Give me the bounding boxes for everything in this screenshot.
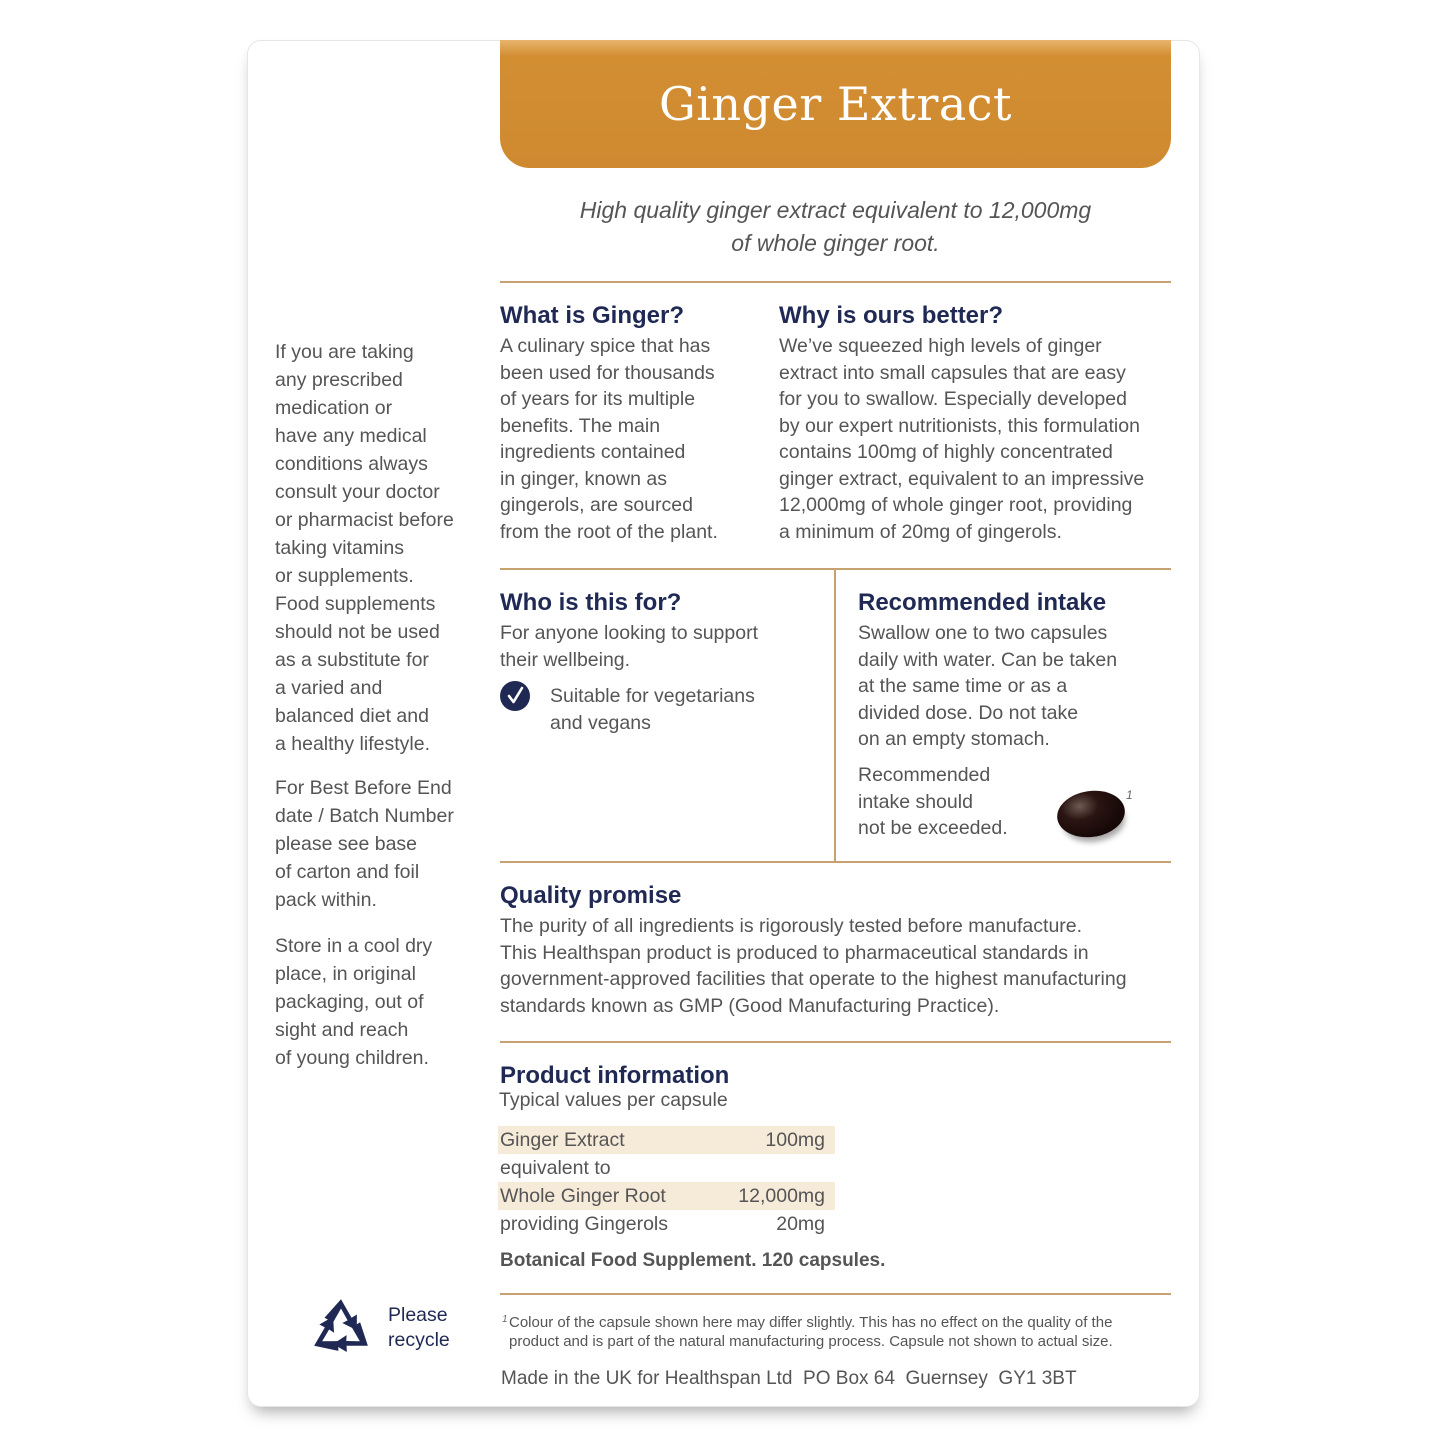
product-info-subheading: Typical values per capsule [499,1089,728,1111]
divider [500,1041,1171,1043]
capsule-footnote: Colour of the capsule shown here may differ slightly. This has no effect on the quality of the product and is part of the natural manufacturing process. Capsule not shown to actual size. [509,1314,1113,1350]
why-better-section [779,301,1189,545]
quality-promise-text: The purity of all ingredients is rigorously tested before manufacture. This Healthspan product is produced to pharmaceutical standards in government-approved facilities that operate to the highest manufacturing standards known as GMP (Good Manufacturing Practice). [500,915,1127,1017]
nutrition-row: providing Gingerols 20mg [500,1212,825,1235]
nutrition-row: equivalent to [500,1156,611,1179]
section-heading: What is Ginger? [500,302,685,329]
section-heading: Product information [500,1062,730,1089]
recycle-text: Please recycle [388,1304,450,1351]
product-summary: Botanical Food Supplement. 120 capsules. [500,1250,886,1271]
nutrition-row: Whole Ginger Root 12,000mg [498,1182,835,1210]
quality-promise-section [500,881,1190,1019]
manufacturer-address: Made in the UK for Healthspan Ltd PO Box 64 Guernsey GY1 3BT [501,1368,1077,1389]
divider [500,281,1171,283]
footnote-mark: 1 [502,1314,508,1325]
check-circle-icon [500,681,530,711]
product-information-section [500,1061,1000,1091]
medical-warning-text: If you are taking any prescribed medication or have any medical conditions always consult your doctor or pharmacist before taking vitamins or supplements. Food supplements should not be used as a substitute for a varied and balanced diet and a healthy lifestyle. [275,341,454,755]
section-heading: Who is this for? [500,589,682,616]
tagline: High quality ginger extract equivalent to 12,000mg of whole ginger root. [579,197,1092,256]
section-heading: Why is ours better? [779,302,1004,329]
divider [500,861,1171,863]
product-title: Ginger Extract [658,77,1013,131]
what-is-ginger-section [500,301,765,545]
footnote-mark: 1 [1126,788,1133,802]
storage-info-text: Store in a cool dry place, in original packaging, out of sight and reach of young children. [275,935,433,1069]
who-for-section [500,588,825,673]
what-is-ginger-text: A culinary spice that has been used for thousands of years for its multiple benefits. The main ingredients contained in ginger, known as gingerols, are sourced from the root of the plant. [500,335,718,543]
intake-text: Swallow one to two capsules daily with water. Can be taken at the same time or as a divided dose. Do not take on an empty stomach. [858,622,1118,750]
header-band [500,40,1171,168]
section-heading: Recommended intake [858,589,1107,616]
divider [500,1293,1171,1295]
recycle-icon [308,1294,374,1360]
who-for-text: For anyone looking to support their wellbeing. [500,622,758,671]
vegetarian-badge-text: Suitable for vegetarians and vegans [550,685,755,734]
nutrition-row: Ginger Extract 100mg [498,1126,835,1154]
intake-warning-text: Recommended intake should not be exceeded. [858,764,1008,839]
why-better-text: We’ve squeezed high levels of ginger extract into small capsules that are easy for you to swallow. Especially developed by our expert nutritionists, this formulation contains 100mg of highly concentrated ginger extract, equivalent to an impressive 12,000mg of whole ginger root, providing a minimum of 20mg of gingerols. [779,335,1145,543]
vertical-divider [834,569,836,861]
section-heading: Quality promise [500,882,682,909]
recommended-intake-section [858,588,1178,753]
batch-info-text: For Best Before End date / Batch Number please see base of carton and foil pack within. [275,777,454,911]
